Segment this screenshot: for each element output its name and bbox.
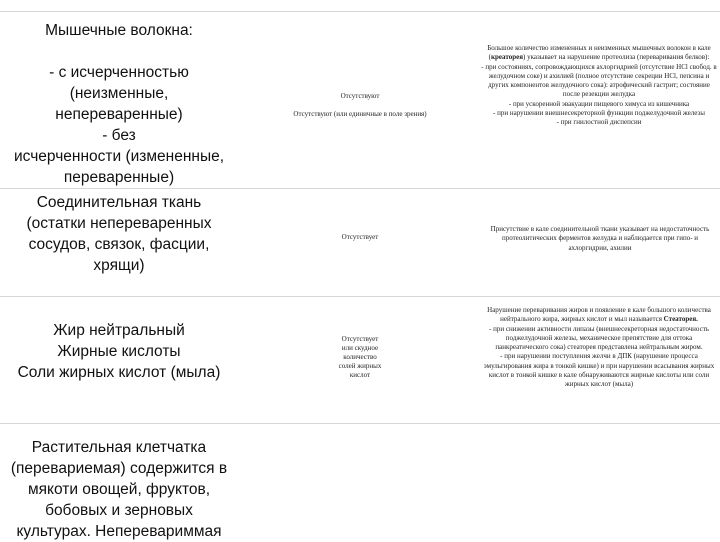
- interp-text: Нарушение переваривания жиров и появление в кале большого количества нейтрального жира, жирных кислот и мыл называется: [487, 306, 711, 324]
- interp-text: Большое количество измененных и неизменных мышечных волокон в кале (: [487, 44, 711, 62]
- cell-line: сосудов, связок, фасции,: [28, 236, 210, 253]
- cell-line: Мышечные волокна:: [45, 22, 193, 39]
- cell-line: (перевариемая) содержится в: [10, 460, 228, 477]
- creatorrhea-term: креаторея: [491, 53, 523, 62]
- interp-line: - при гнилостной диспепсии: [556, 118, 642, 127]
- row-divider-1: [0, 188, 720, 189]
- cell-line: Растительная клетчатка: [31, 439, 207, 456]
- muscle-fibers-interpretation: [480, 44, 718, 128]
- norm-spacer: [262, 101, 458, 110]
- row-divider-3: [0, 423, 720, 424]
- row-divider-2: [0, 296, 720, 297]
- fat-norm: [310, 335, 410, 380]
- cell-line: хрящи): [93, 257, 145, 274]
- interp-line: - при нарушении внешнесекреторной функции поджелудочной железы: [493, 109, 705, 118]
- cell-line: - без: [102, 127, 136, 144]
- fat-cell: [0, 320, 238, 383]
- norm-line: солей жирных: [338, 362, 382, 370]
- cell-line: Жирные кислоты: [57, 343, 181, 360]
- connective-tissue-norm: [262, 233, 458, 242]
- norm-line: Отсутствуют (или единичные в поле зрения): [293, 110, 427, 118]
- cell-line: - с исчерченностью: [49, 64, 189, 81]
- muscle-fibers-cell: [0, 20, 238, 188]
- interp-line: Присутствие в кале соединительной ткани указывает на недостаточность протеолитических ферментов желудка и наблюдается при гипо- и ахлоргидрии, ахилии: [490, 225, 710, 252]
- cell-line: Соединительная ткань: [36, 194, 202, 211]
- cell-line: мякоти овощей, фруктов,: [27, 481, 211, 498]
- cell-line: (неизменные,: [69, 85, 169, 102]
- cell-line: (остатки непереваренных: [26, 215, 212, 232]
- muscle-fibers-norm: [262, 92, 458, 119]
- interp-line: - при состояниях, сопровождающихся ахлоргидрией (отсутствие HCl свобод. в желудочном соке) и ахилией (полное отсутствие секреции HCl, пепсина и других компонентов желудочного сока): атрофический гастрит; состояние после резекции желудка: [481, 62, 717, 99]
- interp-text: ) указывает на нарушение протеолиза (переваривания белков):: [523, 53, 710, 62]
- interp-line: - при ускоренной эвакуации пищевого химуса из кишечника: [508, 99, 690, 108]
- interp-line: - при нарушении поступления желчи в ДПК (нарушение процесса эмульгирования жира в тонкой кишке) и при нарушении всасывания жирных кислот в тонкой кишке в кале обнаруживаются жирные кислоты или соли жирных кислот (мыла): [483, 352, 715, 389]
- cell-line: культурах. Неперевариммая: [16, 523, 222, 540]
- norm-line: Отсутствуют: [340, 92, 380, 100]
- row-divider-top: [0, 11, 720, 12]
- connective-tissue-cell: [0, 192, 238, 276]
- cell-line: непереваренные): [55, 106, 183, 123]
- norm-line: или скудное: [341, 344, 379, 352]
- norm-line: Отсутствует: [341, 335, 379, 343]
- fat-interpretation: [480, 306, 718, 390]
- norm-line: кислот: [349, 371, 371, 379]
- cell-line: Жир нейтральный: [53, 322, 185, 339]
- connective-tissue-interpretation: [490, 225, 710, 253]
- steatorrhea-term: Стеаторея.: [663, 315, 698, 324]
- interp-intro: [480, 44, 718, 63]
- cell-line: бобовых и зерновых: [45, 502, 193, 519]
- cell-line: переваренные): [63, 169, 175, 186]
- interp-intro: [480, 306, 718, 325]
- norm-line: количество: [343, 353, 377, 361]
- cell-line: исчерченности (измененные,: [13, 148, 225, 165]
- plant-fiber-cell: [0, 437, 238, 542]
- interp-line: - при снижении активности липазы (внешнесекреторная недостаточность поджелудочной железы, механическое препятствие для оттока панкреатического сока) стеаторея представлена нейтральным жиром.: [489, 324, 709, 352]
- norm-line: Отсутствует: [341, 233, 379, 241]
- cell-line: Соли жирных кислот (мыла): [17, 364, 221, 381]
- cell-line: [0, 41, 238, 62]
